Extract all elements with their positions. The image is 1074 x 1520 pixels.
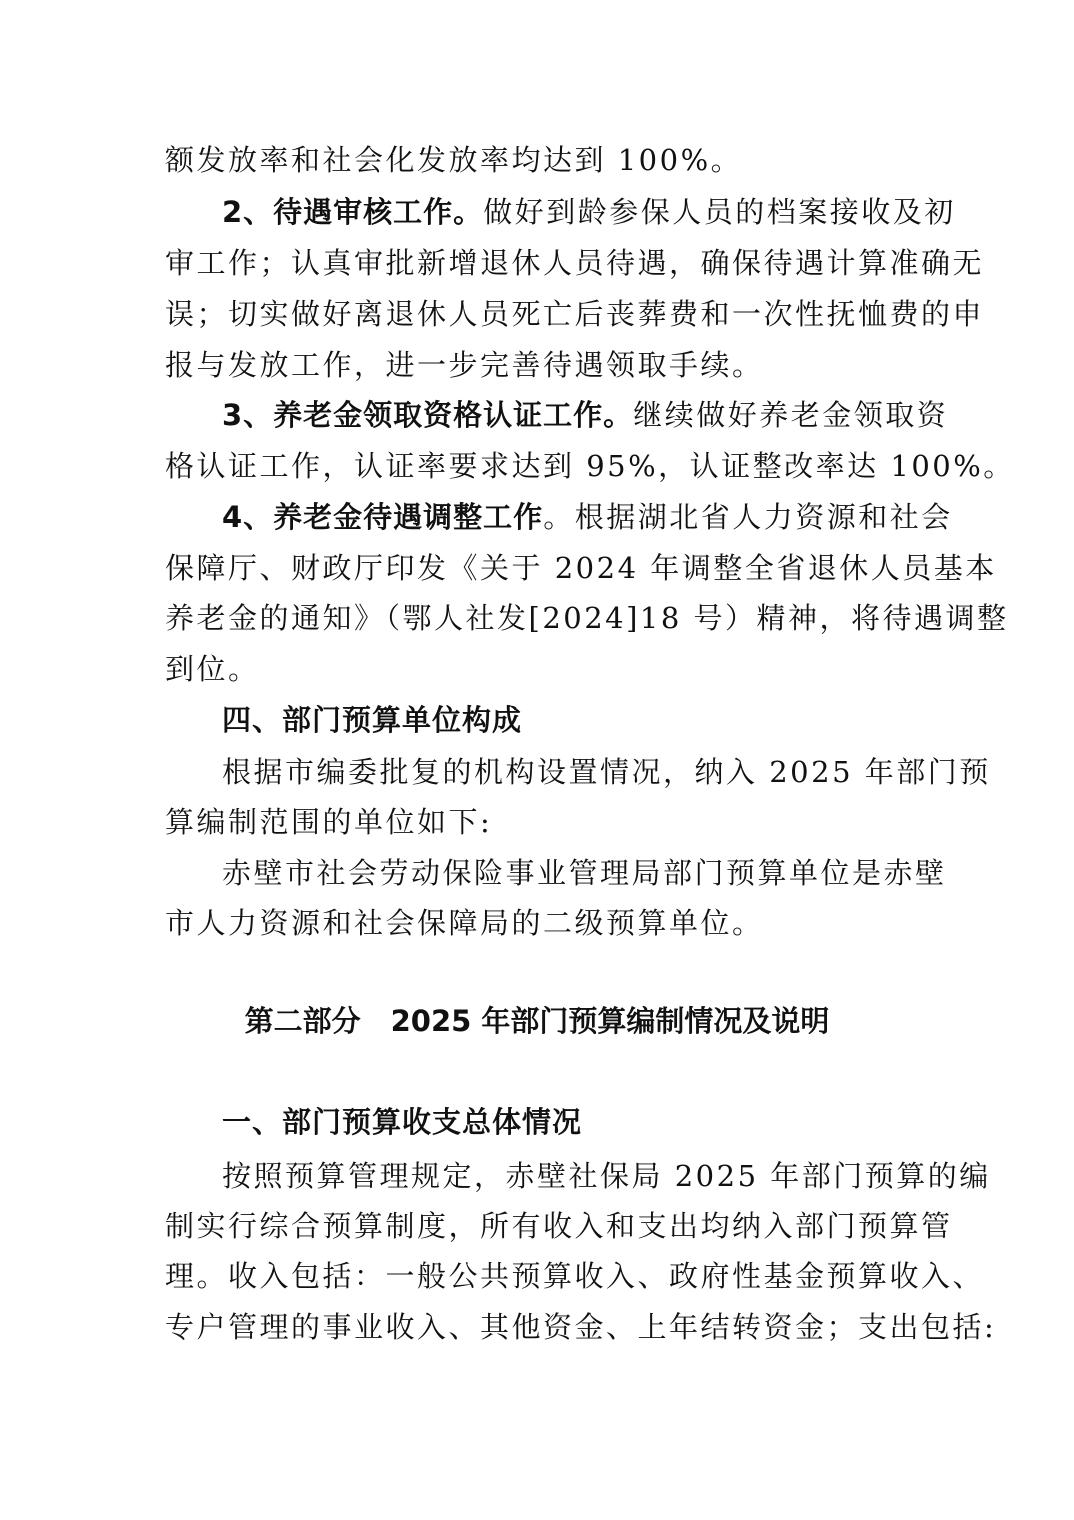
item-3-heading: 3、养老金领取资格认证工作。 <box>222 398 634 432</box>
part-2-label: 第二部分 <box>244 1004 361 1038</box>
part-2-title-text: 2025 年部门预算编制情况及说明 <box>390 1004 830 1038</box>
paragraph-7-line-2: 制实行综合预算制度，所有收入和支出均纳入部门预算管 <box>165 1209 953 1243</box>
paragraph-2-line-3: 误；切实做好离退休人员死亡后丧葬费和一次性抚恤费的申 <box>165 297 985 331</box>
section-1-heading: 一、部门预算收支总体情况 <box>222 1105 583 1139</box>
paragraph-1-line-1: 额发放率和社会化发放率均达到 100%。 <box>165 143 743 177</box>
paragraph-5-line-1: 根据市编委批复的机构设置情况，纳入 2025 年部门预 <box>222 755 991 789</box>
paragraph-6-line-2: 市人力资源和社会保障局的二级预算单位。 <box>165 906 764 940</box>
paragraph-2-line-4: 报与发放工作，进一步完善待遇领取手续。 <box>165 348 764 382</box>
paragraph-7-line-3: 理。收入包括：一般公共预算收入、政府性基金预算收入、 <box>165 1259 985 1293</box>
part-2-title <box>0 1001 1074 1041</box>
paragraph-2-line-1-text: 做好到龄参保人员的档案接收及初 <box>483 195 956 229</box>
paragraph-7-line-1: 按照预算管理规定，赤壁社保局 2025 年部门预算的编 <box>222 1159 991 1193</box>
paragraph-2-line-2: 审工作；认真审批新增退休人员待遇，确保待遇计算准确无 <box>165 246 985 280</box>
item-2-heading: 2、待遇审核工作。 <box>222 195 484 229</box>
section-4-heading: 四、部门预算单位构成 <box>222 703 523 737</box>
paragraph-4-line-1-text: 。根据湖北省人力资源和社会 <box>543 500 953 534</box>
paragraph-7-line-4: 专户管理的事业收入、其他资金、上年结转资金；支出包括: <box>165 1310 997 1344</box>
paragraph-3-line-1 <box>222 395 948 435</box>
paragraph-4-line-1 <box>222 497 953 537</box>
paragraph-6-line-1: 赤壁市社会劳动保险事业管理局部门预算单位是赤壁 <box>222 856 947 890</box>
paragraph-4-line-3: 养老金的通知》（鄂人社发[2024]18 号）精神，将待遇调整 <box>165 601 1009 635</box>
item-4-heading: 4、养老金待遇调整工作 <box>222 500 544 534</box>
paragraph-3-line-1-text: 继续做好养老金领取资 <box>633 398 949 432</box>
paragraph-4-line-2: 保障厅、财政厅印发《关于 2024 年调整全省退休人员基本 <box>165 551 997 585</box>
paragraph-4-line-4: 到位。 <box>165 652 260 686</box>
paragraph-3-line-2: 格认证工作，认证率要求达到 95%，认证整改率达 100%。 <box>165 449 1015 483</box>
paragraph-2-line-1 <box>222 192 956 232</box>
paragraph-5-line-2: 算编制范围的单位如下: <box>165 805 493 839</box>
